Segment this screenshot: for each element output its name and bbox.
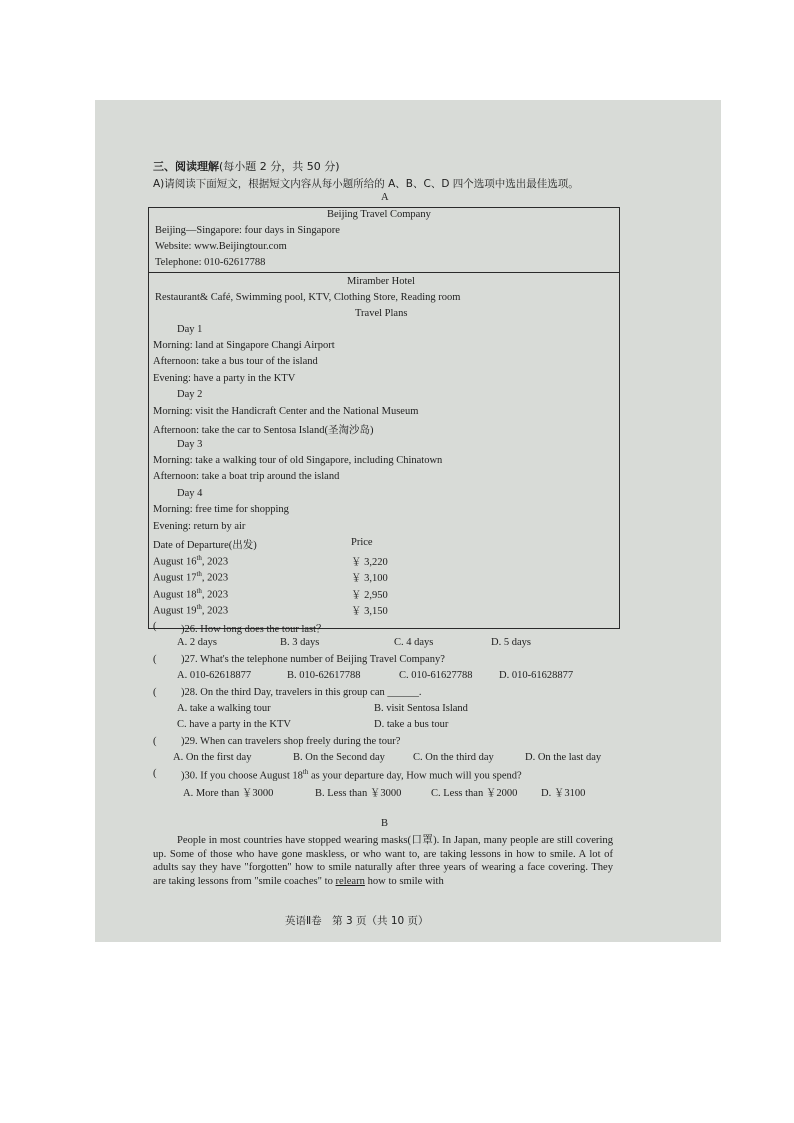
q26-option-b: B. 3 days xyxy=(280,637,320,648)
q30-option-d: D. ￥3100 xyxy=(541,788,586,799)
day1-morning: Morning: land at Singapore Changi Airport xyxy=(153,340,335,351)
section-instruction: A)请阅读下面短文，根据短文内容从每小题所给的 A、B、C、D 四个选项中选出最佳选项。 xyxy=(153,178,579,190)
passage-b-label: B xyxy=(381,818,389,829)
q29-option-a: A. On the first day xyxy=(173,752,252,763)
price-header: Price xyxy=(351,537,373,548)
q27-option-c: C. 010-61627788 xyxy=(399,670,473,681)
day4-evening: Evening: return by air xyxy=(153,521,246,532)
passage-a-label: A xyxy=(381,192,389,203)
q26-option-d: D. 5 days xyxy=(491,637,531,648)
day1-evening: Evening: have a party in the KTV xyxy=(153,373,296,384)
passage-b-paragraph: People in most countries have stopped wearing masks(口罩). In Japan, many people are still covering up. Some of those who have gone maskless, or who want to, are taking lessons in how to smile. A lot of adults say they have "forgotten" how to smile naturally after three years of wearing a face covering. They are taking lessons from "smile coaches" to relearn how to smile with xyxy=(153,835,613,887)
q28-stem: )28. On the third Day, travelers in this group can ______. xyxy=(181,687,422,698)
departure-date-header: Date of Departure(出发) xyxy=(153,540,257,551)
section-heading: 三、阅读理解(每小题 2 分，共 50 分) xyxy=(153,160,340,173)
departure-price: ￥ 3,150 xyxy=(351,606,388,617)
q28-option-d: D. take a bus tour xyxy=(374,719,449,730)
departure-date: August 16th, 2023 xyxy=(153,554,229,568)
q26-option-c: C. 4 days xyxy=(394,637,434,648)
q28-option-a: A. take a walking tour xyxy=(177,703,271,714)
departure-price: ￥ 3,220 xyxy=(351,557,388,568)
q26-stem: )26. How long does the tour last？ xyxy=(181,624,327,635)
q30-option-b: B. Less than ￥3000 xyxy=(315,788,402,799)
q26-option-a: A. 2 days xyxy=(177,637,217,648)
departure-date: August 17th, 2023 xyxy=(153,570,229,584)
hotel-facilities: Restaurant& Café, Swimming pool, KTV, Clothing Store, Reading room xyxy=(155,292,461,303)
day3-afternoon: Afternoon: take a boat trip around the island xyxy=(153,471,340,482)
day2-label: Day 2 xyxy=(177,389,203,400)
hotel-name: Miramber Hotel xyxy=(347,276,415,287)
exam-page xyxy=(95,100,721,942)
page-footer: 英语Ⅱ卷 第 3 页（共 10 页） xyxy=(285,915,429,927)
route-line: Beijing—Singapore: four days in Singapore xyxy=(155,225,340,236)
day3-label: Day 3 xyxy=(177,439,203,450)
q27-bracket: ( xyxy=(153,654,157,665)
q29-option-c: C. On the third day xyxy=(413,752,494,763)
q28-option-c: C. have a party in the KTV xyxy=(177,719,292,730)
q30-option-c: C. Less than ￥2000 xyxy=(431,788,518,799)
q30-bracket: ( xyxy=(153,768,157,779)
q27-stem: )27. What's the telephone number of Beijing Travel Company? xyxy=(181,654,445,665)
day4-label: Day 4 xyxy=(177,488,203,499)
travel-plans-title: Travel Plans xyxy=(355,308,408,319)
telephone-line: Telephone: 010-62617788 xyxy=(155,257,266,268)
q28-option-b: B. visit Sentosa Island xyxy=(374,703,468,714)
q27-option-b: B. 010-62617788 xyxy=(287,670,361,681)
q27-option-a: A. 010-62618877 xyxy=(177,670,252,681)
q29-bracket: ( xyxy=(153,736,157,747)
q28-bracket: ( xyxy=(153,687,157,698)
day1-label: Day 1 xyxy=(177,324,203,335)
q30-stem: )30. If you choose August 18th as your departure day, How much will you spend? xyxy=(181,768,522,782)
departure-date: August 18th, 2023 xyxy=(153,587,229,601)
q29-stem: )29. When can travelers shop freely during the tour? xyxy=(181,736,401,747)
ad-divider xyxy=(148,272,620,273)
departure-price: ￥ 2,950 xyxy=(351,590,388,601)
departure-date: August 19th, 2023 xyxy=(153,603,229,617)
day4-morning: Morning: free time for shopping xyxy=(153,504,289,515)
day2-morning: Morning: visit the Handicraft Center and the National Museum xyxy=(153,406,419,417)
website-line: Website: www.Beijingtour.com xyxy=(155,241,287,252)
company-name: Beijing Travel Company xyxy=(327,209,431,220)
day3-morning: Morning: take a walking tour of old Singapore, including Chinatown xyxy=(153,455,443,466)
departure-price: ￥ 3,100 xyxy=(351,573,388,584)
q29-option-d: D. On the last day xyxy=(525,752,602,763)
q26-bracket: ( xyxy=(153,621,157,632)
q29-option-b: B. On the Second day xyxy=(293,752,385,763)
q30-option-a: A. More than ￥3000 xyxy=(183,788,274,799)
day2-afternoon: Afternoon: take the car to Sentosa Island(圣淘沙岛) xyxy=(153,425,374,436)
q27-option-d: D. 010-61628877 xyxy=(499,670,574,681)
day1-afternoon: Afternoon: take a bus tour of the island xyxy=(153,356,318,367)
